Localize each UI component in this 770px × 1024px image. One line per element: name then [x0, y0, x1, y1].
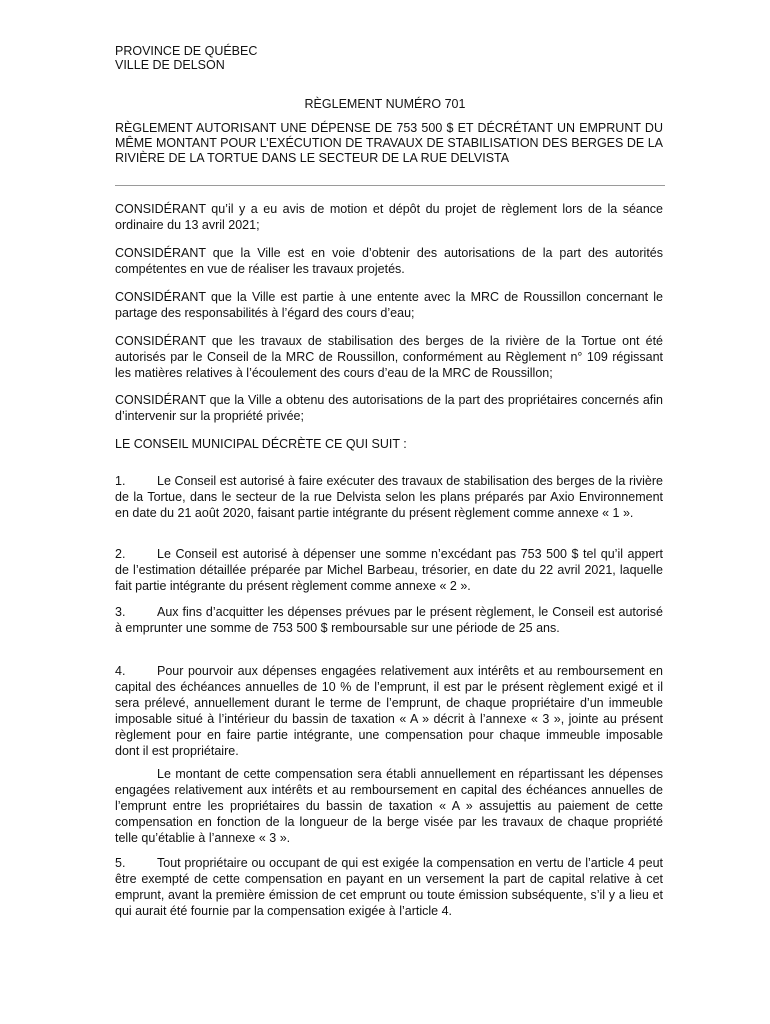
article-text: Le Conseil est autorisé à faire exécuter des travaux de stabilisation des berges de la rivière de la Tortue, dans le secteur de la rue Delvista selon les plans préparés par Axio Environnement en date du 21 août 2020, faisant partie intégrante du présent règlement comme annexe « 1 ».: [115, 474, 663, 520]
article-number: 5.: [115, 856, 126, 870]
article-text: Le montant de cette compensation sera établi annuellement en répartissant les dépenses engagées relativement aux intérêts et au remboursement en capital des échéances annuelles de l’emprunt entre les propriétaires du bassin de taxation « A » assujettis au paiement de cette compensation en fonction de la longueur de la berge visée par les travaux de chaque propriété telle qu’établie à l’annexe « 3 ».: [115, 767, 663, 845]
regulation-subject: RÈGLEMENT AUTORISANT UNE DÉPENSE DE 753 500 $ ET DÉCRÉTANT UN EMPRUNT DU MÊME MONTANT POUR L’EXÉCUTION DE TRAVAUX DE STABILISATION DES BERGES DE LA RIVIÈRE DE LA TORTUE DANS LE SECTEUR DE LA RUE DELVISTA: [115, 121, 663, 165]
article-paragraph: [115, 604, 663, 636]
divider: [115, 185, 665, 186]
article-paragraph: [115, 473, 663, 521]
article-text: Pour pourvoir aux dépenses engagées relativement aux intérêts et au remboursement en capital des échéances annuelles de 10 % de l’emprunt, il est par le présent règlement exigé et il sera prélevé, annuellement durant le terme de l’emprunt, de chaque propriétaire d’un immeuble imposable situé à l’intérieur du bassin de taxation « A » décrit à l’annexe « 3 », jointe au présent règlement pour en faire partie intégrante, une compensation pour chaque immeuble imposable dont il est propriétaire.: [115, 664, 663, 758]
article-text: Tout propriétaire ou occupant de qui est exigée la compensation en vertu de l’article 4 peut être exempté de cette compensation en payant en un versement la part de capital relative à cet emprunt, avant la première émission de cet emprunt ou toute émission subséquente, s’il y a lieu et qui aurait été fournie par la compensation exigée à l’article 4.: [115, 856, 663, 918]
regulation-title: RÈGLEMENT NUMÉRO 701: [304, 97, 466, 111]
article-number: 1.: [115, 474, 126, 488]
considerant-paragraph: CONSIDÉRANT que les travaux de stabilisation des berges de la rivière de la Tortue ont été autorisés par le Conseil de la MRC de Roussillon, conformément au Règlement n° 109 régissant les matières relatives à l’écoulement des cours d’eau de la MRC de Roussillon;: [115, 334, 663, 380]
article-paragraph: [115, 663, 663, 759]
considerant-paragraph: CONSIDÉRANT que la Ville est partie à une entente avec la MRC de Roussillon concernant le partage des responsabilités à l’égard des cours d’eau;: [115, 290, 663, 320]
decree-statement: LE CONSEIL MUNICIPAL DÉCRÈTE CE QUI SUIT :: [115, 437, 407, 451]
article-paragraph: [115, 546, 663, 594]
article-number: 4.: [115, 664, 126, 678]
document-header: [115, 44, 257, 72]
article-number: 2.: [115, 547, 126, 561]
considerant-paragraph: CONSIDÉRANT qu’il y a eu avis de motion et dépôt du projet de règlement lors de la séance ordinaire du 13 avril 2021;: [115, 202, 663, 232]
article-text: Aux fins d’acquitter les dépenses prévues par le présent règlement, le Conseil est autorisé à emprunter une somme de 753 500 $ remboursable sur une période de 25 ans.: [115, 605, 663, 635]
article-text: Le Conseil est autorisé à dépenser une somme n’excédant pas 753 500 $ tel qu’il appert de l’estimation détaillée préparée par Michel Barbeau, trésorier, en date du 22 avril 2021, laquelle fait partie intégrante du présent règlement comme annexe « 2 ».: [115, 547, 663, 593]
article-number: 3.: [115, 605, 126, 619]
article-paragraph: [115, 766, 663, 846]
article-paragraph: [115, 855, 663, 919]
province-line: PROVINCE DE QUÉBEC: [115, 44, 258, 58]
considerant-paragraph: CONSIDÉRANT que la Ville est en voie d’obtenir des autorisations de la part des autorités compétentes en vue de réaliser les travaux projetés.: [115, 246, 663, 276]
considerant-paragraph: CONSIDÉRANT que la Ville a obtenu des autorisations de la part des propriétaires concernés afin d’intervenir sur la propriété privée;: [115, 393, 663, 423]
city-line: VILLE DE DELSON: [115, 58, 225, 72]
